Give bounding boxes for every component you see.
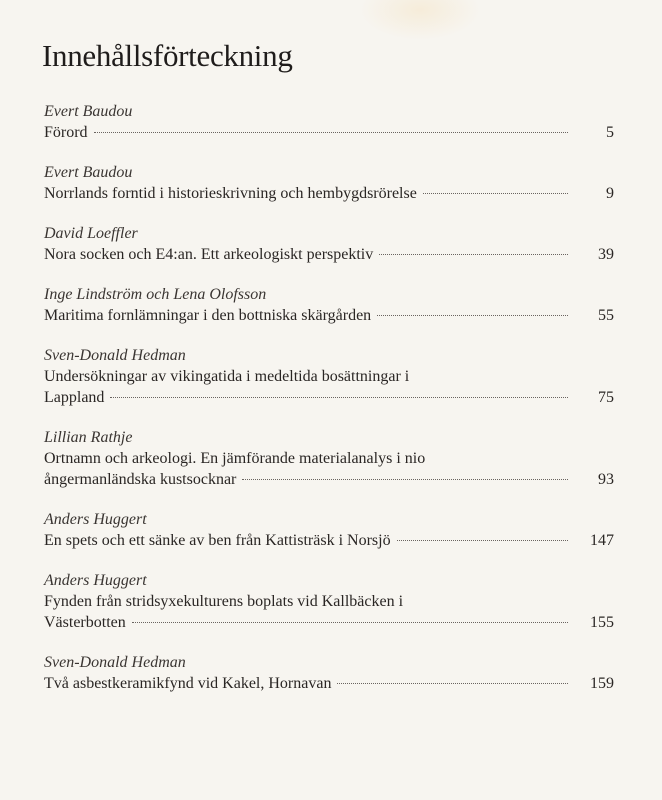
page-number: 55: [598, 307, 614, 324]
entry-title: Västerbotten: [44, 614, 126, 631]
entry-author: David Loeffler: [44, 225, 138, 242]
entry-title: Maritima fornlämningar i den bottniska skärgården: [44, 307, 372, 324]
dot-leader: [379, 254, 568, 255]
dot-leader: [110, 397, 568, 398]
dot-leader: [242, 479, 568, 480]
toc-entry: [44, 427, 614, 491]
toc-entry: [44, 509, 614, 552]
page-number: 39: [598, 246, 614, 263]
dot-leader: [397, 540, 568, 541]
dot-leader: [337, 683, 568, 684]
entry-title-row: [44, 244, 614, 266]
entry-author: Sven-Donald Hedman: [44, 347, 186, 364]
entry-title: Förord: [44, 124, 88, 141]
entry-author: Evert Baudou: [44, 164, 133, 181]
toc-entry: [44, 652, 614, 695]
page-title: Innehållsförteckning: [42, 38, 293, 73]
page-number: 159: [590, 675, 614, 692]
entry-title: Nora socken och E4:an. Ett arkeologiskt perspektiv: [44, 246, 374, 263]
entry-title-row: [44, 530, 614, 552]
entry-title-row: [44, 305, 614, 327]
dot-leader: [94, 132, 568, 133]
dot-leader: [423, 193, 568, 194]
toc-entry: [44, 570, 614, 634]
page-number: 9: [606, 185, 614, 202]
entry-title-first-line: Undersökningar av vikingatida i medeltida bosättningar i: [44, 368, 410, 385]
entry-title: Lappland: [44, 389, 105, 406]
entry-author: Anders Huggert: [44, 511, 147, 528]
entry-title-row: [44, 673, 614, 695]
entry-title-row: [44, 612, 614, 634]
page-number: 75: [598, 389, 614, 406]
toc-entry: [44, 162, 614, 205]
page-number: 93: [598, 471, 614, 488]
dot-leader: [132, 622, 568, 623]
entry-title-row: [44, 122, 614, 144]
entry-title: Norrlands forntid i historieskrivning och hembygdsrörelse: [44, 185, 417, 202]
page-number: 155: [590, 614, 614, 631]
table-of-contents: [44, 101, 614, 713]
toc-entry: [44, 101, 614, 144]
page-number: 5: [606, 124, 614, 141]
entry-author: Sven-Donald Hedman: [44, 654, 186, 671]
entry-title-first-line: Fynden från stridsyxekulturens boplats vid Kallbäcken i: [44, 593, 404, 610]
page-number: 147: [590, 532, 614, 549]
entry-title-first-line: Ortnamn och arkeologi. En jämförande materialanalys i nio: [44, 450, 426, 467]
toc-entry: [44, 284, 614, 327]
entry-title-row: [44, 387, 614, 409]
toc-entry: [44, 345, 614, 409]
entry-author: Anders Huggert: [44, 572, 147, 589]
entry-title-row: [44, 469, 614, 491]
entry-author: Inge Lindström och Lena Olofsson: [44, 286, 267, 303]
entry-title: Två asbestkeramikfynd vid Kakel, Hornavan: [44, 675, 332, 692]
entry-title: En spets och ett sänke av ben från Kattisträsk i Norsjö: [44, 532, 391, 549]
entry-title: ångermanländska kustsocknar: [44, 471, 237, 488]
entry-author: Evert Baudou: [44, 103, 133, 120]
dot-leader: [377, 315, 568, 316]
entry-title-row: [44, 183, 614, 205]
toc-entry: [44, 223, 614, 266]
entry-author: Lillian Rathje: [44, 429, 133, 446]
